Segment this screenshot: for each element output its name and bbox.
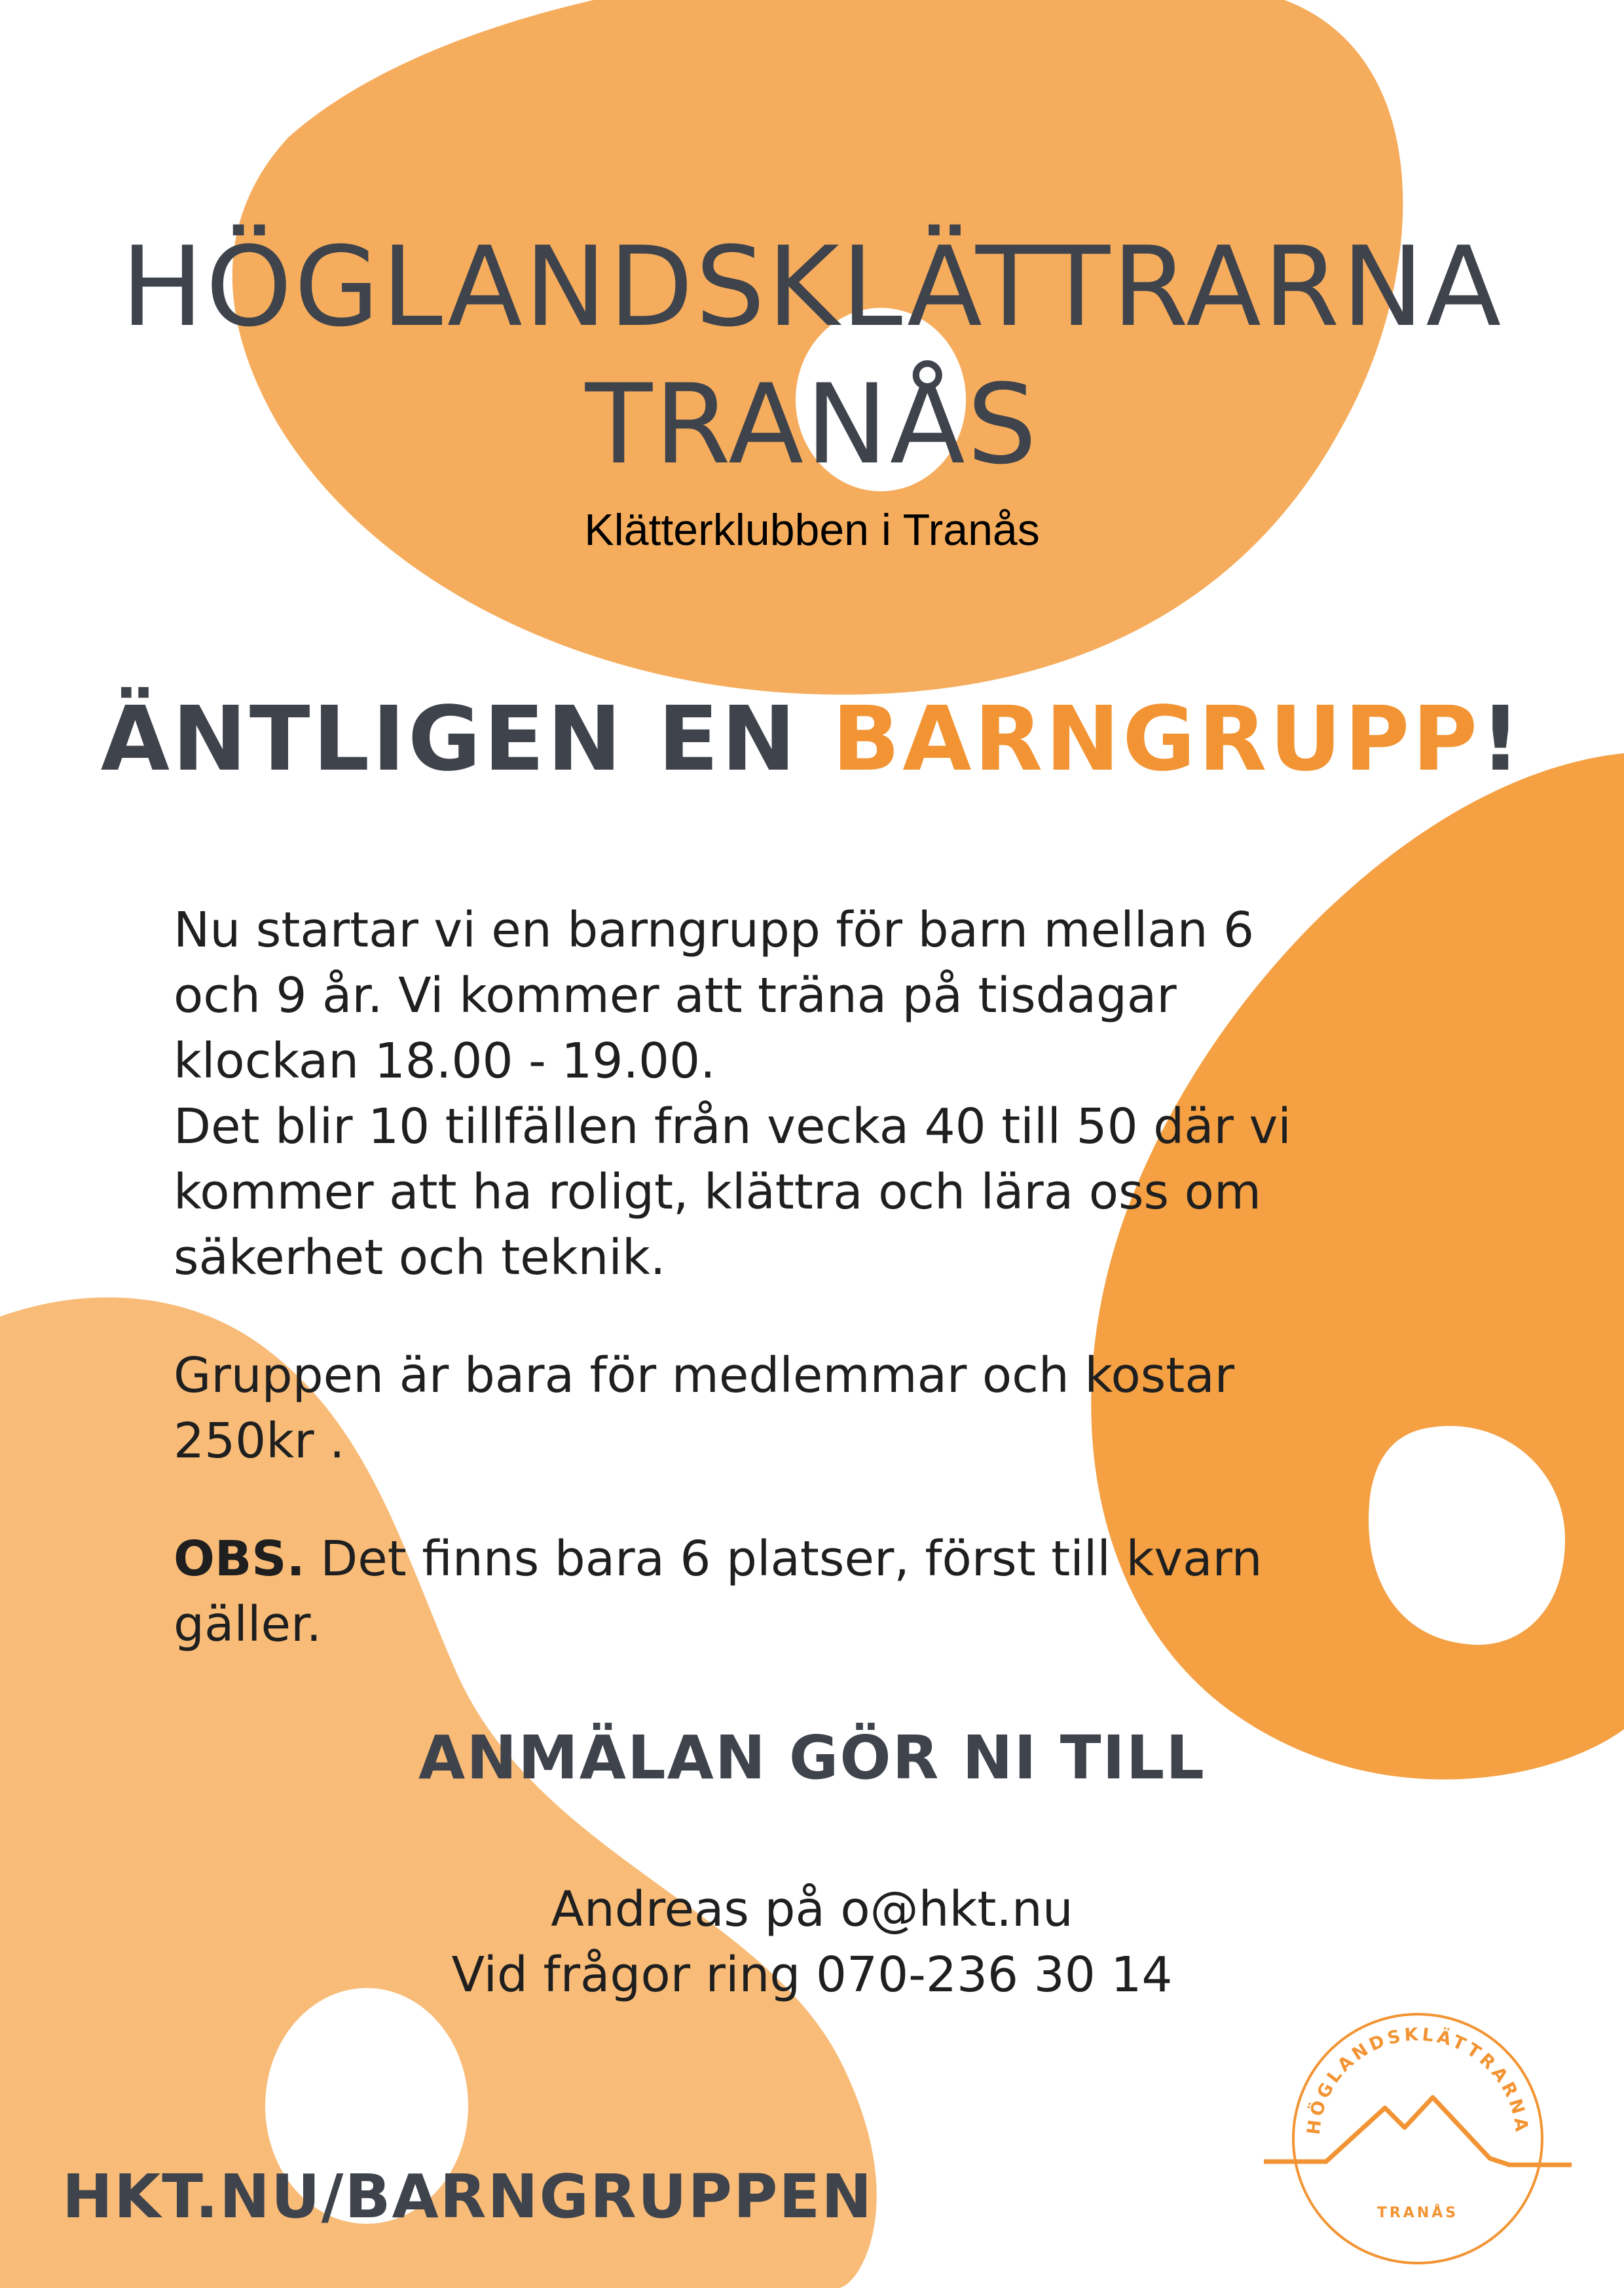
- contact-email-line: Andreas på o@hkt.nu: [551, 1881, 1073, 1938]
- intro-line: klockan 18.00 - 19.00.: [174, 1033, 716, 1089]
- club-subtitle: Klätterklubben i Tranås: [584, 505, 1040, 555]
- price-paragraph: [174, 1343, 1418, 1474]
- headline-highlight: BARNGRUPP: [832, 688, 1481, 791]
- intro-line: Nu startar vi en barngrupp för barn mellan 6: [174, 902, 1255, 958]
- intro-paragraph: [174, 897, 1418, 1290]
- club-logo: [1264, 1998, 1572, 2273]
- contact-info: [0, 1877, 1624, 2008]
- obs-text: Det finns bara 6 platser, först till kvarn: [304, 1531, 1263, 1587]
- intro-line: Det blir 10 tillfällen från vecka 40 till 50 där vi: [174, 1098, 1291, 1155]
- contact-phone-line: Vid frågor ring 070-236 30 14: [451, 1947, 1173, 2003]
- intro-line: och 9 år. Vi kommer att träna på tisdagar: [174, 967, 1177, 1024]
- obs-label: OBS.: [174, 1531, 305, 1587]
- intro-line: säkerhet och teknik.: [174, 1229, 666, 1286]
- headline: [0, 688, 1624, 791]
- logo-arc-text: HÖGLANDSKLÄTTRARNA: [1303, 2024, 1532, 2136]
- signup-heading: ANMÄLAN GÖR NI TILL: [418, 1723, 1206, 1793]
- headline-prefix: ÄNTLIGEN EN: [100, 688, 832, 791]
- obs-line: [174, 1526, 1418, 1592]
- website-url: HKT.NU/BARNGRUPPEN: [62, 2162, 874, 2232]
- club-name: HÖGLANDSKLÄTTRARNA: [120, 223, 1504, 351]
- headline-suffix: !: [1480, 688, 1524, 791]
- obs-line: gäller.: [174, 1596, 322, 1653]
- club-town: TRANÅS: [585, 360, 1039, 489]
- logo-circle: [1293, 2014, 1542, 2263]
- price-line: Gruppen är bara för medlemmar och kostar: [174, 1347, 1235, 1404]
- logo-bottom-text: TRANÅS: [1376, 2205, 1459, 2221]
- price-line: 250kr .: [174, 1413, 345, 1469]
- intro-line: kommer att ha roligt, klättra och lära oss om: [174, 1164, 1261, 1220]
- obs-paragraph: [174, 1526, 1418, 1657]
